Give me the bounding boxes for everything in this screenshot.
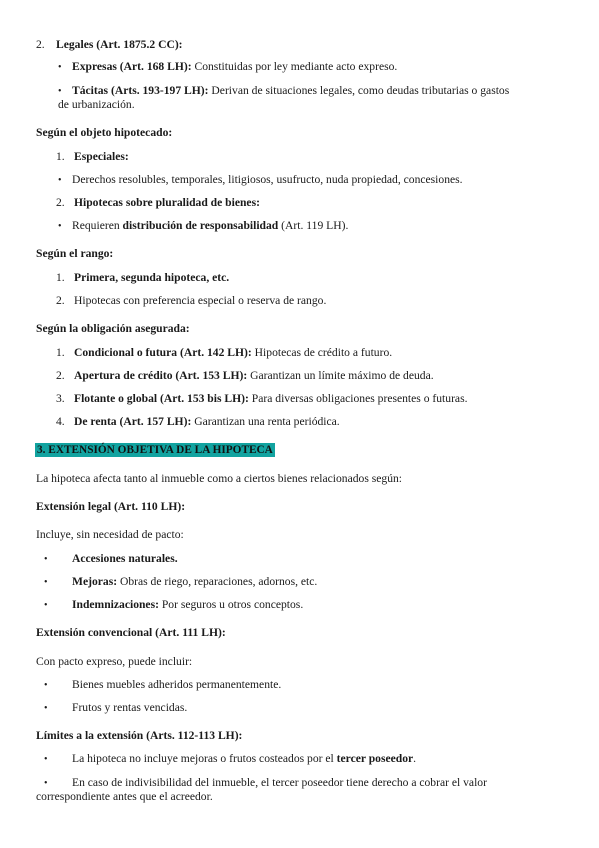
convencional-list-item: • Bienes muebles adheridos permanentemente. [44, 678, 282, 691]
limites-list-item-continuation: correspondiente antes que el acreedor. [36, 790, 213, 803]
convencional-list-item: • Frutos y rentas vencidas. [44, 701, 188, 714]
legal-list-item: • Mejoras: Obras de riego, reparaciones, adornos, etc. [44, 575, 318, 588]
objeto-especiales-item: 1. Especiales: [56, 150, 129, 163]
obligacion-heading: Según la obligación asegurada: [36, 322, 190, 335]
limites-list-item: • En caso de indivisibilidad del inmueble, el tercer poseedor tiene derecho a cobrar el valor [44, 776, 487, 789]
objeto-pluralidad-item: 2. Hipotecas sobre pluralidad de bienes: [56, 196, 260, 209]
convencional-heading: Extensión convencional (Art. 111 LH): [36, 626, 226, 639]
section-intro: La hipoteca afecta tanto al inmueble como a ciertos bienes relacionados según: [36, 472, 403, 485]
obligacion-item: 2. Apertura de crédito (Art. 153 LH): Garantizan un límite máximo de deuda. [56, 369, 434, 382]
objeto-heading: Según el objeto hipotecado: [36, 126, 173, 139]
legal-list-item: • Indemnizaciones: Por seguros u otros conceptos. [44, 598, 304, 611]
legales-tacitas-continuation: de urbanización. [58, 98, 135, 111]
legal-list-item: • Accesiones naturales. [44, 552, 178, 565]
legales-expresas-item: • Expresas (Art. 168 LH): Constituidas por ley mediante acto expreso. [58, 60, 398, 73]
obligacion-item: 1. Condicional o futura (Art. 142 LH): Hipotecas de crédito a futuro. [56, 346, 393, 359]
objeto-especiales-bullet: • Derechos resolubles, temporales, litigiosos, usufructo, nuda propiedad, concesiones. [58, 173, 463, 186]
objeto-pluralidad-bullet: • Requieren distribución de responsabilidad (Art. 119 LH). [58, 219, 349, 232]
rango-item-2: 2. Hipotecas con preferencia especial o reserva de rango. [56, 294, 327, 307]
legales-tacitas-item: • Tácitas (Arts. 193-197 LH): Derivan de situaciones legales, como deudas tributarias o gastos [58, 84, 510, 97]
legal-heading: Extensión legal (Art. 110 LH): [36, 500, 186, 513]
convencional-intro: Con pacto expreso, puede incluir: [36, 655, 193, 668]
rango-heading: Según el rango: [36, 247, 114, 260]
legales-heading: 2. Legales (Art. 1875.2 CC): [36, 38, 183, 51]
obligacion-item: 3. Flotante o global (Art. 153 bis LH): Para diversas obligaciones presentes o futuras. [56, 392, 468, 405]
section-title: 3. EXTENSIÓN OBJETIVA DE LA HIPOTECA [37, 444, 273, 456]
limites-list-item: • La hipoteca no incluye mejoras o frutos costeados por el tercer poseedor. [44, 752, 417, 765]
obligacion-item: 4. De renta (Art. 157 LH): Garantizan una renta periódica. [56, 415, 340, 428]
legal-intro: Incluye, sin necesidad de pacto: [36, 528, 184, 541]
rango-item-1: 1. Primera, segunda hipoteca, etc. [56, 271, 230, 284]
limites-heading: Límites a la extensión (Arts. 112-113 LH): [36, 729, 243, 742]
